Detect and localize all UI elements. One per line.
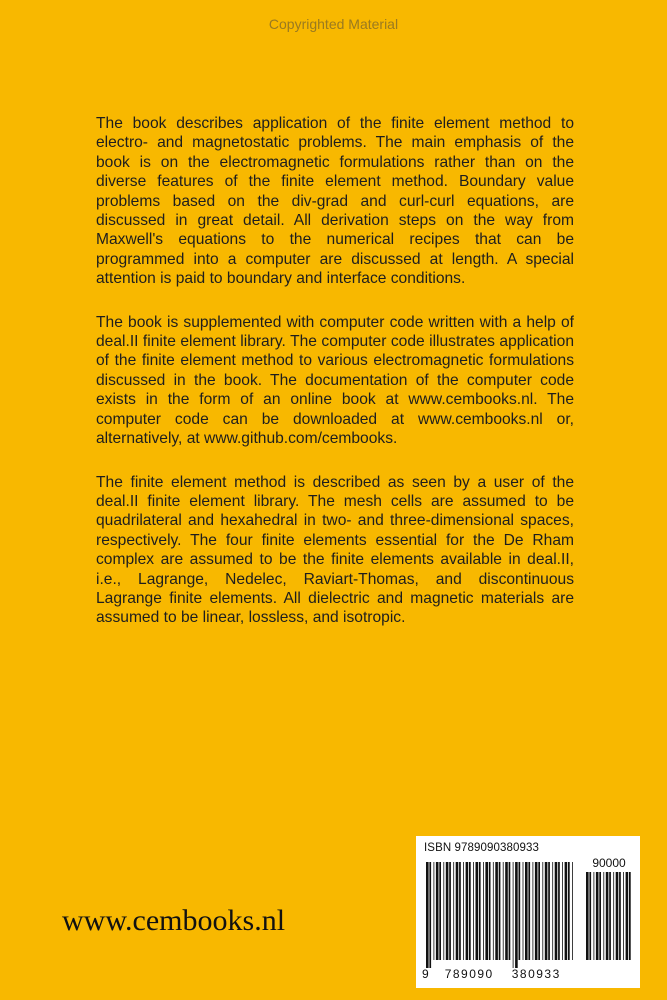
price-addon-bars <box>586 872 632 968</box>
barcode-bar <box>596 872 599 960</box>
barcode-bar <box>459 862 461 960</box>
barcode-bar <box>545 862 548 960</box>
barcode-bar <box>434 862 435 960</box>
barcode-bar <box>429 862 431 968</box>
barcode-bar <box>538 862 540 960</box>
barcode-bar <box>446 862 449 960</box>
barcode-bar <box>453 862 454 960</box>
barcode-bar <box>565 862 568 960</box>
isbn-label: ISBN 9789090380933 <box>424 842 539 854</box>
paragraph-3: The finite element method is described as seen by a user of the deal.II finite element library. The mesh cells are assumed to be quadrilateral and hexahedral in two- and three-dimensional spaces, respectively. The four finite elements essential for the De Rham complex are assumed to be the finite elements available in deal.II, i.e., Lagrange, Nedelec, Raviart-Thomas, and discontinuous Lagrange finite elements. All dielectric and magnetic materials are assumed to be linear, lossless, and isotropic. <box>96 473 574 627</box>
paragraph-2: The book is supplemented with computer code written with a help of deal.II finite element library. The computer code illustrates application of the finite element method to various electromagnetic formulations discussed in the book. The documentation of the computer code exists in the form of an online book at www.cembooks.nl. The computer code can be downloaded at www.cembooks.nl or, alternatively, at www.github.com/cembooks. <box>96 313 574 448</box>
copyright-watermark: Copyrighted Material <box>268 16 399 32</box>
barcode-bar <box>623 872 624 960</box>
barcode-bar <box>599 872 601 960</box>
barcode-bar <box>489 862 491 960</box>
barcode-bar <box>525 862 528 960</box>
barcode-bar <box>476 862 479 960</box>
barcode-bar <box>626 872 629 960</box>
barcode-bar <box>555 862 558 960</box>
barcode-bar <box>535 862 538 960</box>
barcode-bar <box>619 872 621 960</box>
barcode-bar <box>542 862 543 960</box>
barcode-bar <box>456 862 459 960</box>
barcode-bar <box>572 862 573 960</box>
isbn-barcode <box>416 836 640 988</box>
barcode-bar <box>519 862 521 960</box>
barcode-bar <box>606 872 609 960</box>
barcode-bar <box>589 872 591 960</box>
barcode-bar <box>469 862 471 960</box>
barcode-bar <box>609 872 611 960</box>
barcode-bar <box>509 862 511 960</box>
barcode-bar <box>629 872 631 960</box>
price-code: 90000 <box>592 856 626 870</box>
barcode-bar <box>528 862 530 960</box>
barcode-bar <box>586 872 589 960</box>
barcode-bar <box>439 862 441 960</box>
barcode-digit-group: 789090 <box>444 967 494 981</box>
ean13-barcode-bars <box>426 862 576 968</box>
barcode-bar <box>523 862 524 960</box>
barcode-bar <box>613 872 614 960</box>
barcode-bar <box>473 862 474 960</box>
barcode-bar <box>594 872 595 960</box>
barcode-digit-group: 380933 <box>511 967 561 981</box>
barcode-bar <box>568 862 570 960</box>
barcode-bar <box>616 872 619 960</box>
barcode-bar <box>515 862 518 968</box>
barcode-digit-group: 9 <box>422 967 429 981</box>
barcode-bar <box>558 862 560 960</box>
barcode-bar <box>548 862 550 960</box>
barcode-bar <box>466 862 469 960</box>
barcode-bar <box>562 862 563 960</box>
barcode-bar <box>485 862 488 960</box>
barcode-bar <box>479 862 481 960</box>
paragraph-1: The book describes application of the finite element method to electro- and magnetostatic problems. The main emphasis of the book is on the electromagnetic formulations rather than on the diverse features of the finite element method. Boundary value problems based on the div-grad and curl-curl equations, are discussed in great detail. All derivation steps on the way from Maxwell's equations to the numerical recipes that can be programmed into a computer are discussed at length. A special attention is paid to boundary and interface conditions. <box>96 115 574 288</box>
barcode-bar <box>449 862 451 960</box>
barcode-bar <box>463 862 464 960</box>
barcode-bar <box>505 862 508 960</box>
barcode-bar <box>443 862 444 960</box>
barcode-bar <box>495 862 498 960</box>
publisher-website: www.cembooks.nl <box>62 904 286 937</box>
barcode-digits <box>422 967 582 981</box>
barcode-bar <box>483 862 484 960</box>
barcode-bar <box>603 872 604 960</box>
barcode-bar <box>493 862 494 960</box>
back-cover-description <box>96 114 574 652</box>
barcode-bar <box>513 862 514 968</box>
barcode-bar <box>503 862 504 960</box>
barcode-bar <box>426 862 429 968</box>
barcode-bar <box>499 862 501 960</box>
barcode-bar <box>436 862 439 960</box>
barcode-bar <box>552 862 553 960</box>
barcode-bar <box>533 862 534 960</box>
